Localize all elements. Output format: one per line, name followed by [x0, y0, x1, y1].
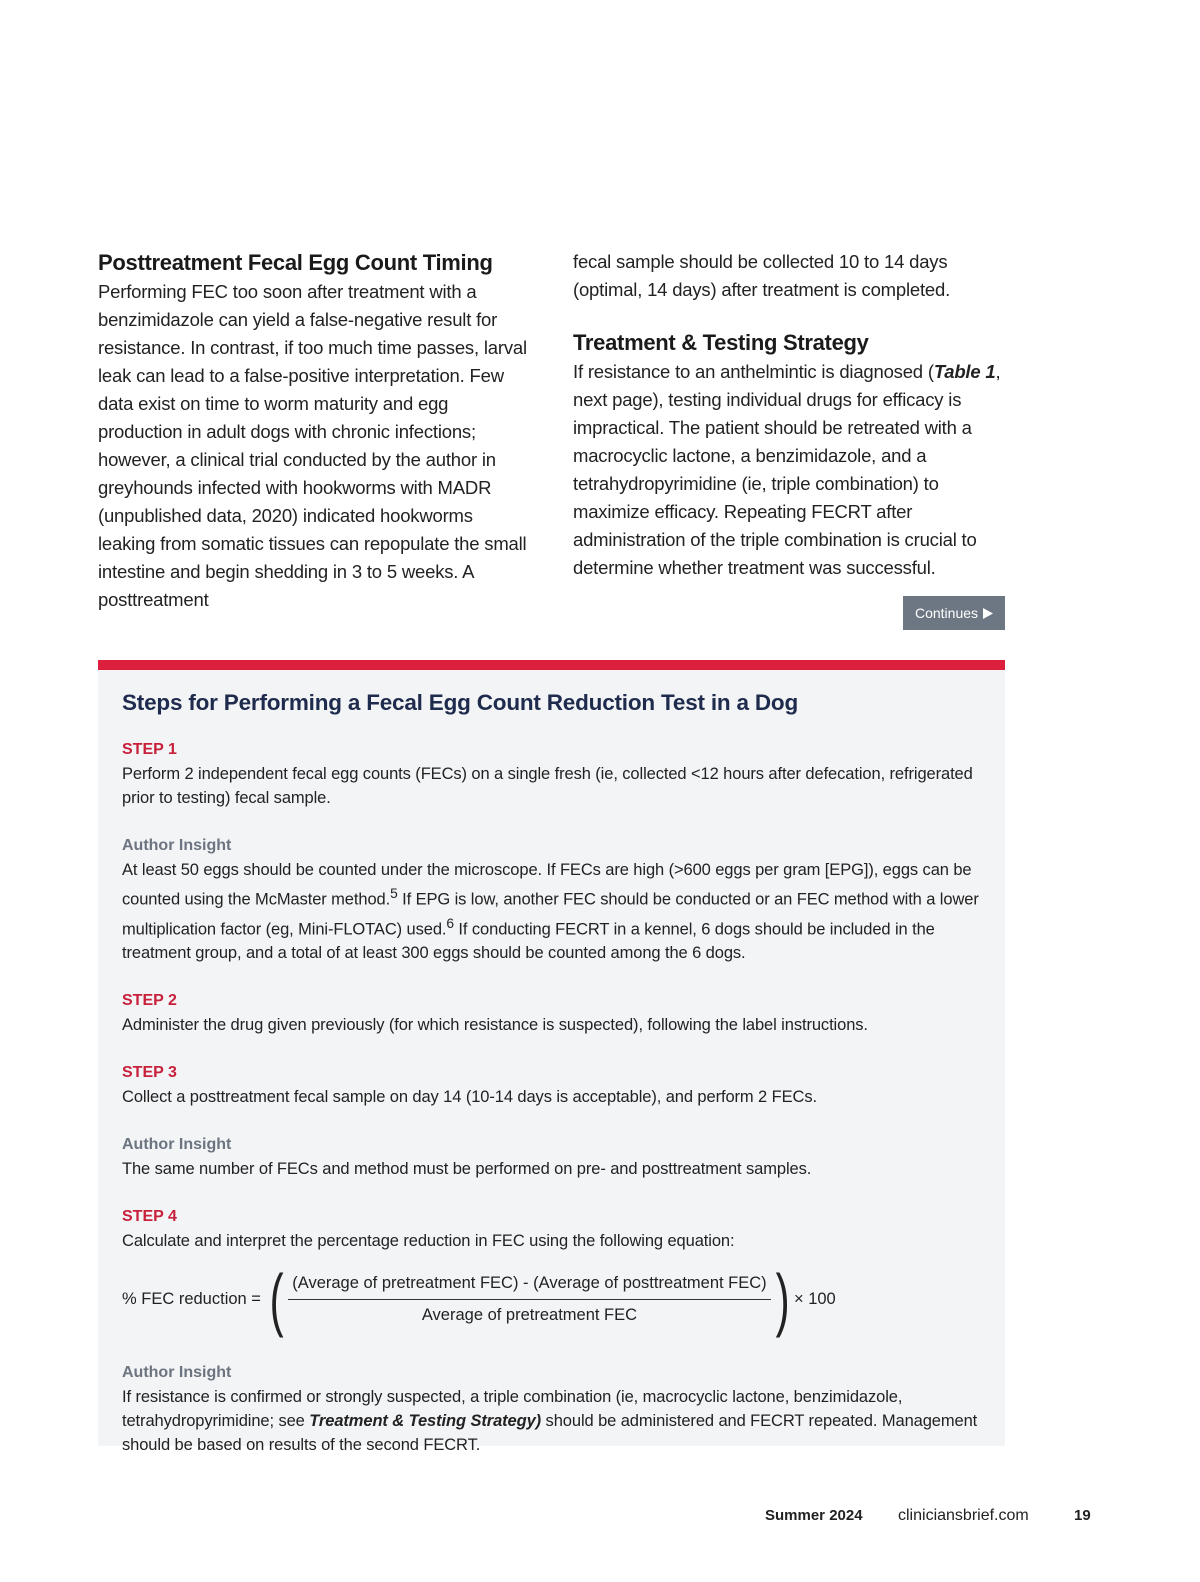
equation-fraction	[288, 1274, 770, 1325]
fec-reduction-equation	[122, 1260, 981, 1338]
equation-numerator: (Average of pretreatment FEC) - (Average of posttreatment FEC)	[288, 1274, 770, 1300]
step-1-text: Perform 2 independent fecal egg counts (FECs) on a single fresh (ie, collected <12 hours after defecation, refrigerated prior to testing) fecal sample.	[122, 765, 973, 807]
continues-label: Continues	[914, 605, 979, 621]
step-1-label: STEP 1	[122, 741, 177, 758]
author-insight-2-text: The same number of FECs and method must be performed on pre- and posttreatment samples.	[122, 1160, 812, 1178]
step-4-label: STEP 4	[122, 1208, 177, 1225]
author-insight-3	[122, 1361, 981, 1457]
timing-body: Performing FEC too soon after treatment with a benzimidazole can yield a false-negative result for resistance. In contrast, if too much time passes, larval leak can lead to a false-positive interpretation. Few data exist on time to worm maturity and egg production in adult dogs with chronic infections; however, a clinical trial conducted by the author in greyhounds infected with hookworms with MADR (unpublished data, 2020) indicated hookworms leaking from somatic tissues can repopulate the small intestine and begin shedding in 3 to 5 weeks. A posttreatment	[98, 281, 527, 610]
strategy-body: If resistance to an anthelmintic is diagnosed (Table 1, next page), testing individual drugs for efficacy is impractical. The patient should be retreated with a macrocyclic lactone, a benzimidazole, and a tetrahydropyrimidine (ie, triple combination) to maximize efficacy. Repeating FECRT after administration of the triple combination is crucial to determine whether treatment was successful.	[573, 361, 1001, 578]
author-insight-3-text: If resistance is confirmed or strongly suspected, a triple combination (ie, macrocyclic lactone, benzimidazole, tetrahydropyrimidine; see Treatment & Testing Strategy) should be administered and FECRT repeated. Management should be based on results of the second FECRT.	[122, 1388, 978, 1454]
play-triangle-icon	[983, 608, 993, 619]
continues-button[interactable]	[903, 596, 1005, 630]
step-3-label: STEP 3	[122, 1064, 177, 1081]
equation-denominator: Average of pretreatment FEC	[421, 1305, 638, 1324]
page-number: 19	[1074, 1507, 1091, 1524]
strategy-heading: Treatment & Testing Strategy	[573, 330, 869, 355]
citation-5: 5	[390, 886, 398, 901]
citation-6: 6	[446, 915, 454, 931]
author-insight-2-label: Author Insight	[122, 1136, 232, 1153]
step-2-text: Administer the drug given previously (for which resistance is suspected), following the label instructions.	[122, 1016, 868, 1034]
left-paren: (	[269, 1260, 284, 1338]
author-insight-1-label: Author Insight	[122, 837, 232, 854]
step-1	[122, 738, 981, 810]
box-title: Steps for Performing a Fecal Egg Count Reduction Test in a Dog	[122, 690, 798, 715]
right-paren: )	[775, 1260, 790, 1338]
left-column	[98, 248, 530, 614]
equation-multiplier: × 100	[793, 1289, 836, 1308]
step-4-text: Calculate and interpret the percentage reduction in FEC using the following equation:	[122, 1232, 735, 1250]
step-3	[122, 1061, 981, 1109]
right-column	[573, 248, 1005, 582]
footer-issue: Summer 2024	[765, 1507, 863, 1524]
author-insight-1	[122, 834, 981, 965]
step-4	[122, 1205, 981, 1253]
timing-body-continued: fecal sample should be collected 10 to 14 days (optimal, 14 days) after treatment is completed.	[573, 251, 951, 300]
step-3-text: Collect a posttreatment fecal sample on day 14 (10-14 days is acceptable), and perform 2 FECs.	[122, 1088, 817, 1106]
table-reference: Table 1	[933, 361, 996, 382]
fecrt-steps-box	[98, 660, 1005, 1454]
strategy-reference: Treatment & Testing Strategy)	[309, 1412, 542, 1430]
step-2-label: STEP 2	[122, 992, 177, 1009]
footer-website: cliniciansbrief.com	[898, 1507, 1029, 1524]
equation-lhs: % FEC reduction =	[122, 1289, 261, 1308]
timing-heading: Posttreatment Fecal Egg Count Timing	[98, 250, 493, 275]
author-insight-2	[122, 1133, 981, 1181]
author-insight-3-label: Author Insight	[122, 1364, 232, 1381]
step-2	[122, 989, 981, 1037]
author-insight-1-text: At least 50 eggs should be counted under the microscope. If FECs are high (>600 eggs per gram [EPG]), eggs can be counted using the McMaster method.$^5$ If EPG is low, another FEC should be conducted or an FEC method with a lower multiplication factor (eg, Mini-FLOTAC) used.$^6$ If conducting FECRT in a kennel, 6 dogs should be included in the treatment group, and a total of at least 300 eggs should be counted among the 6 dogs.	[122, 861, 979, 962]
